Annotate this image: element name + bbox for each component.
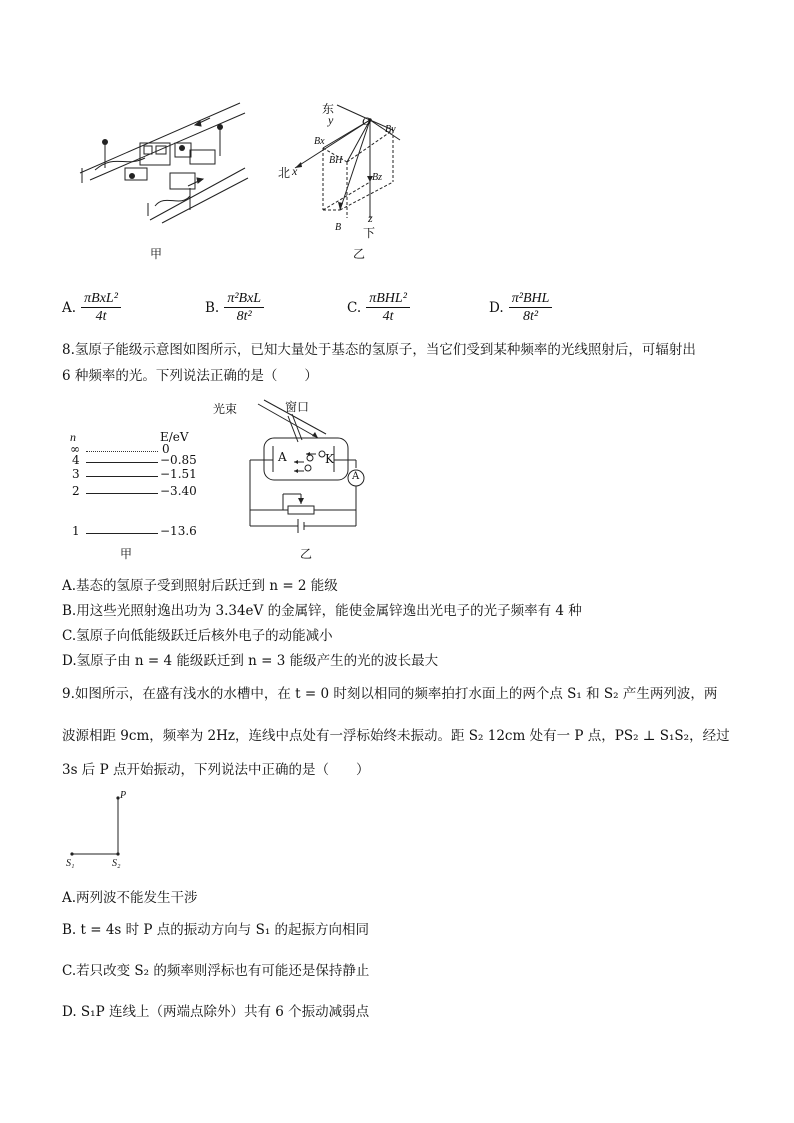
level-n-3: 3	[72, 467, 80, 481]
label-bz: Bz	[372, 172, 382, 183]
q9-stem-line3: 3s 后 P 点开始振动，下列说法中正确的是（ ）	[62, 762, 370, 778]
level-n-2: 2	[72, 484, 80, 498]
axis-label-north: 北	[278, 166, 291, 180]
q7-option-b[interactable]: B. $\frac{\text{π²BxL}}{\text{8t²}}$	[205, 290, 264, 325]
q9-option-a[interactable]: A.两列波不能发生干涉	[62, 890, 198, 906]
point-s1-label: S₁	[66, 858, 75, 869]
q8-option-c[interactable]: C.氢原子向低能级跃迁后核外电子的动能减小	[62, 628, 333, 644]
figure-jia-caption: 甲	[150, 247, 163, 261]
axis-label-x: x	[292, 164, 298, 178]
level-e-inf: 0	[162, 442, 170, 456]
label-by: By	[385, 124, 396, 135]
level-n-4: 4	[72, 453, 80, 467]
level-e-4: −0.85	[160, 453, 197, 467]
label-b: B	[335, 222, 342, 233]
axis-label-y: y	[328, 113, 334, 127]
q7-option-a[interactable]: A. $\frac{\text{πBxL²}}{4t}$	[62, 290, 121, 325]
q7-option-c[interactable]: C. $\frac{\text{πBHL²}}{4t}$	[347, 290, 410, 325]
q8-stem-line2: 6 种频率的光。下列说法正确的是（ ）	[62, 368, 318, 384]
q9-option-b[interactable]: B. t = 4s 时 P 点的振动方向与 S₁ 的起振方向相同	[62, 922, 370, 938]
q9-option-c[interactable]: C.若只改变 S₂ 的频率则浮标也有可能还是保持静止	[62, 963, 370, 979]
cathode-label: K	[325, 452, 334, 466]
circuit-caption: 乙	[300, 547, 313, 561]
energy-e-header: E/eV	[160, 430, 189, 444]
q8-option-a[interactable]: A.基态的氢原子受到照射后跃迁到 n = 2 能级	[62, 578, 338, 594]
point-p-label: P	[120, 790, 127, 801]
q8-option-b[interactable]: B.用这些光照射逸出功为 3.34eV 的金属锌，能使金属锌逸出光电子的光子频率有 4 种	[62, 603, 582, 619]
axis-label-z: z	[368, 211, 373, 225]
energy-n-header: n	[70, 430, 76, 444]
origin-label-o: O	[362, 114, 371, 128]
level-n-1: 1	[72, 524, 80, 538]
level-line-4	[86, 462, 158, 463]
ammeter-label: A	[352, 471, 360, 482]
level-line-1	[86, 533, 158, 534]
q9-wave-sources-figure	[62, 790, 142, 860]
window-label: 窗口	[285, 400, 310, 414]
label-bh: BH	[329, 155, 343, 166]
level-e-1: −13.6	[160, 524, 197, 538]
level-n-inf: ∞	[70, 442, 80, 456]
q8-stem-line1: 8.氢原子能级示意图如图所示，已知大量处于基态的氢原子，当它们受到某种频率的光线照射后，可辐射出	[62, 342, 696, 358]
energy-diagram-caption: 甲	[120, 547, 133, 561]
q9-stem-line1: 9.如图所示，在盛有浅水的水槽中，在 t = 0 时刻以相同的频率拍打水面上的两个点 S₁ 和 S₂ 产生两列波，两	[62, 686, 718, 702]
level-e-2: −3.40	[160, 484, 197, 498]
axis-label-east: 东	[322, 102, 335, 116]
level-line-2	[86, 493, 158, 494]
point-s2-label: S₂	[112, 858, 121, 869]
figure-yi-caption: 乙	[353, 247, 366, 261]
level-e-3: −1.51	[160, 467, 197, 481]
anode-label: A	[278, 450, 287, 464]
light-beam-label: 光束	[213, 402, 238, 416]
level-line-inf	[86, 451, 158, 452]
level-line-3	[86, 476, 158, 477]
axis-label-down: 下	[363, 226, 376, 240]
energy-level-diagram	[68, 428, 208, 558]
q9-option-d[interactable]: D. S₁P 连线上（两端点除外）共有 6 个振动减弱点	[62, 1004, 370, 1020]
q9-stem-line2: 波源相距 9cm，频率为 2Hz，连线中点处有一浮标始终未振动。距 S₂ 12cm 处有一 P 点，PS₂ ⊥ S₁S₂，经过	[62, 728, 730, 744]
label-bx: Bx	[314, 136, 325, 147]
q8-option-d[interactable]: D.氢原子由 n = 4 能级跃迁到 n = 3 能级产生的光的波长最大	[62, 653, 439, 669]
figure-jia-railway	[70, 98, 250, 228]
q7-option-d[interactable]: D. $\frac{\text{π²BHL}}{\text{8t²}}$	[489, 290, 552, 325]
